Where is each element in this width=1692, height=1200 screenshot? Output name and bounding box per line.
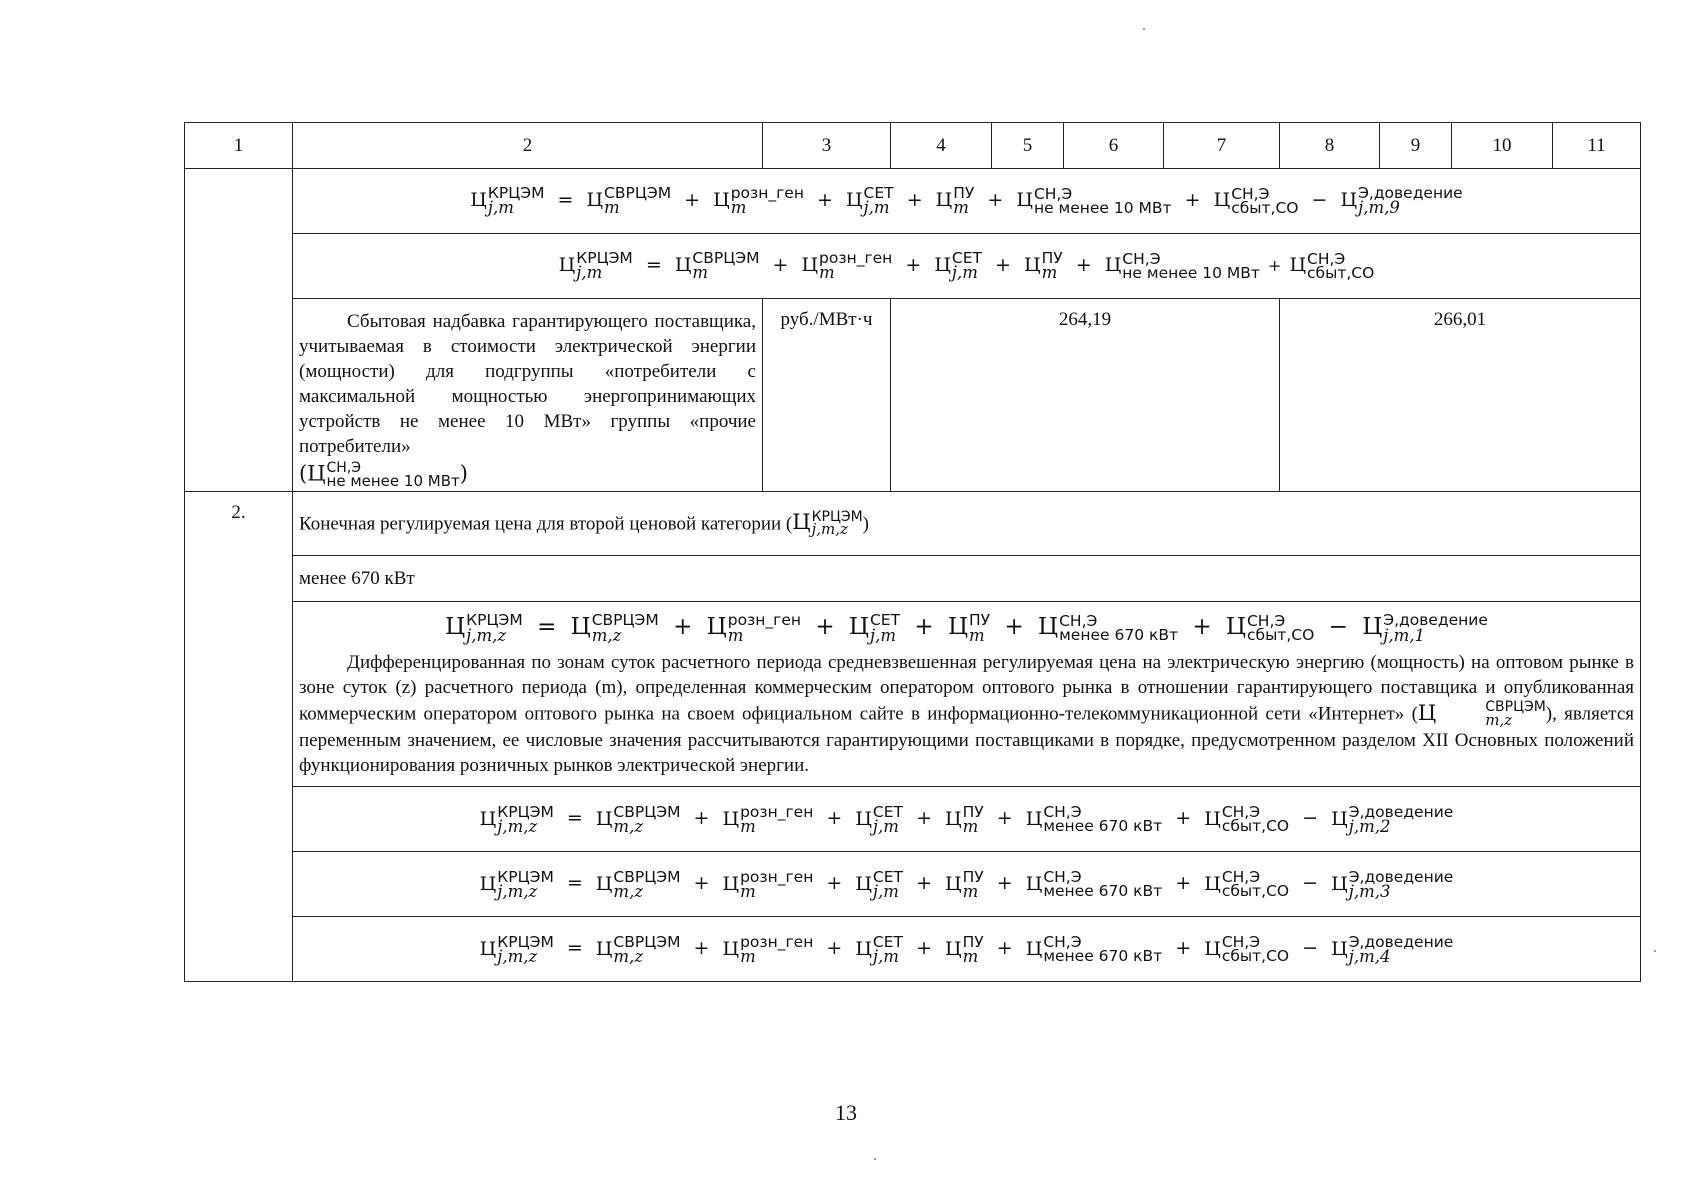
price-formula: Ц КРЦЭМ j,m,z = Ц СВРЦЭМ m,z + Ц розн_ген m + Ц СЕТ j,m + Ц ПУ m + Ц СН,Э менее 670 кВт + Ц СН,Э сбыт,СО − Ц Э,доведение j,m,4 bbox=[293, 917, 1641, 982]
document-page bbox=[184, 122, 1640, 1052]
scan-speck bbox=[1143, 28, 1145, 30]
col-header: 5 bbox=[992, 123, 1064, 169]
section-number: 2. bbox=[185, 492, 293, 982]
column-numbers-row bbox=[185, 123, 1641, 169]
subgroup-row bbox=[185, 556, 1641, 602]
col-header: 9 bbox=[1380, 123, 1452, 169]
price-formula: Ц КРЦЭМ j,m = Ц СВРЦЭМ m + Ц розн_ген m + Ц СЕТ j,m + Ц ПУ m + Ц СН,Э не менее 10 МВт + Ц СН,Э сбыт,СО bbox=[293, 234, 1641, 299]
subgroup-label: менее 670 кВт bbox=[293, 556, 1641, 602]
unit-cell: руб./МВт·ч bbox=[763, 299, 891, 492]
scan-speck bbox=[874, 1158, 876, 1160]
price-formula: Ц КРЦЭМ j,m,z = Ц СВРЦЭМ m,z + Ц розн_ген m + Ц СЕТ j,m + Ц ПУ m + Ц СН,Э менее 670 кВт + Ц СН,Э сбыт,СО − Ц Э,доведение j,m,3 bbox=[293, 852, 1641, 917]
price-formula: Ц КРЦЭМ j,m = Ц СВРЦЭМ m + Ц розн_ген m + Ц СЕТ j,m + Ц ПУ m + Ц СН,Э не менее 10 МВт + Ц СН,Э сбыт,СО − Ц Э,доведение j,m,9 bbox=[293, 169, 1641, 234]
section-title: Конечная регулируемая цена для второй ценовой категории (Ц КРЦЭМ j,m,z ) bbox=[293, 492, 1641, 556]
formula-row bbox=[185, 787, 1641, 852]
definition-paragraph: Дифференцированная по зонам суток расчетного периода средневзвешенная регулируемая цена на электрическую энергию (мощность) на оптовом рынке в зоне суток (z) расчетного периода (m), определенная коммерческим оператором оптового рынка в отношении гарантирующего поставщика и опубликованная коммерческим оператором оптового рынка на своем официальном сайте в информационно-телекоммуникационной сети «Интернет» (Ц СВРЦЭМ m,z ), является переменным значением, ее числовые значения рассчитываются гарантирующими поставщиками в порядке, предусмотренном разделом XII Основных положений функционирования розничных рынков электрической энергии. bbox=[299, 652, 1634, 777]
col-header: 1 bbox=[185, 123, 293, 169]
price-formula: Ц КРЦЭМ j,m,z = Ц СВРЦЭМ m,z + Ц розн_ген m + Ц СЕТ j,m + Ц ПУ m + Ц СН,Э менее 670 кВт + Ц СН,Э сбыт,СО − Ц Э,доведение j,m,1 bbox=[445, 611, 1488, 645]
section-title-row bbox=[185, 492, 1641, 556]
surcharge-row bbox=[185, 299, 1641, 492]
col-header: 7 bbox=[1164, 123, 1280, 169]
price-formula: Ц КРЦЭМ j,m,z = Ц СВРЦЭМ m,z + Ц розн_ген m + Ц СЕТ j,m + Ц ПУ m + Ц СН,Э менее 670 кВт + Ц СН,Э сбыт,СО − Ц Э,доведение j,m,2 bbox=[293, 787, 1641, 852]
col-header: 2 bbox=[293, 123, 763, 169]
surcharge-description: Сбытовая надбавка гарантирующего поставщика, учитываемая в стоимости электрической энергии (мощности) для подгруппы «потребители с максимальной мощностью энергопринимающих устройств не менее 10 МВт» группы «прочие потребители» (Ц СН,Э не менее 10 МВт ) bbox=[293, 299, 763, 492]
tariff-table bbox=[184, 122, 1641, 982]
formula-row bbox=[185, 169, 1641, 234]
row-number-cell bbox=[185, 169, 293, 492]
col-header: 4 bbox=[891, 123, 992, 169]
page-number: 13 bbox=[835, 1100, 857, 1125]
formula-note-cell bbox=[293, 602, 1641, 787]
formula-row bbox=[185, 234, 1641, 299]
value-cell: 264,19 bbox=[891, 299, 1280, 492]
col-header: 3 bbox=[763, 123, 891, 169]
formula-row bbox=[185, 917, 1641, 982]
col-header: 6 bbox=[1064, 123, 1164, 169]
value-cell: 266,01 bbox=[1280, 299, 1641, 492]
formula-row bbox=[185, 852, 1641, 917]
formula-with-note-row bbox=[185, 602, 1641, 787]
col-header: 8 bbox=[1280, 123, 1380, 169]
col-header: 11 bbox=[1553, 123, 1641, 169]
scan-speck bbox=[1654, 950, 1656, 952]
col-header: 10 bbox=[1452, 123, 1553, 169]
